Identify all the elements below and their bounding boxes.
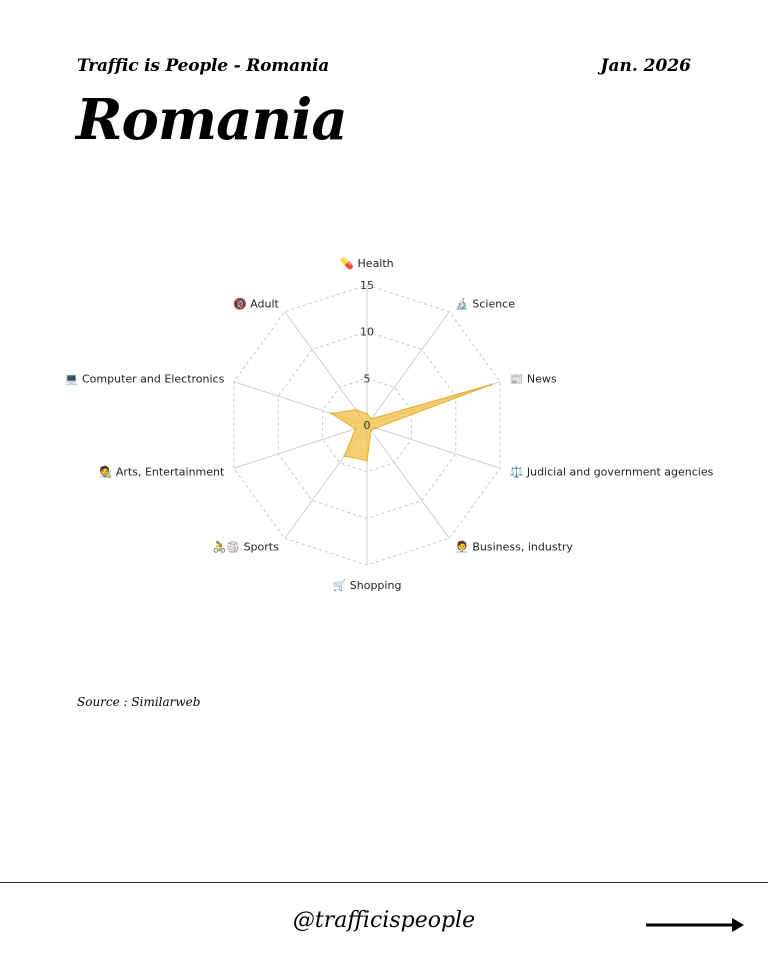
axis-label-text: Business, industry xyxy=(472,540,573,554)
axis-label xyxy=(510,373,557,386)
grid-spoke xyxy=(367,425,500,468)
tick-label: 0 xyxy=(363,419,371,432)
axis-label-text: Health xyxy=(357,257,394,270)
axis-label-text: Computer and Electronics xyxy=(82,372,225,386)
axis-label xyxy=(213,540,279,553)
tick-label: 5 xyxy=(363,372,371,386)
data-point xyxy=(343,455,345,457)
series-area xyxy=(331,385,491,461)
axis-label xyxy=(510,465,714,478)
pill-icon: 💊 xyxy=(340,257,358,270)
axis-label xyxy=(99,464,225,478)
data-point xyxy=(330,412,332,414)
axis-label xyxy=(455,539,573,553)
data-point xyxy=(490,383,492,385)
data-point xyxy=(366,413,368,415)
newspaper-icon: 📰 xyxy=(509,372,527,386)
data-point xyxy=(370,418,372,420)
grid-spoke xyxy=(367,425,449,538)
shopping-cart-icon: 🛒 xyxy=(332,579,350,592)
adult-18-icon: 🔞 xyxy=(232,297,251,311)
data-point xyxy=(355,409,357,411)
artist-icon: 🧑‍🎨 xyxy=(98,465,116,479)
axis-label xyxy=(233,298,280,311)
axis-label xyxy=(340,256,393,270)
data-point xyxy=(375,427,377,429)
source-note: Source : Similarweb xyxy=(77,695,201,709)
page-title: Romania xyxy=(76,87,347,153)
footer-divider xyxy=(0,882,768,883)
arrow-right-icon[interactable] xyxy=(646,914,746,936)
axis-label-text: Arts, Entertainment xyxy=(115,465,225,479)
axis-label xyxy=(65,373,225,386)
laptop-icon: 💻 xyxy=(64,372,83,386)
grid-spoke xyxy=(234,425,367,468)
radar-axis-labels xyxy=(65,256,714,592)
microscope-icon: 🔬 xyxy=(455,297,473,311)
data-point xyxy=(366,459,368,461)
axis-label xyxy=(455,297,515,311)
header-date: Jan. 2026 xyxy=(600,56,691,76)
data-point xyxy=(354,428,356,430)
header-series-title: Traffic is People - Romania xyxy=(77,56,330,76)
social-handle: @trafficispeople xyxy=(292,908,476,933)
axis-label-text: News xyxy=(526,372,557,386)
tick-label: 10 xyxy=(360,325,374,339)
axis-label-text: Shopping xyxy=(349,579,402,592)
businessperson-icon: 🧑‍💼 xyxy=(455,540,473,554)
scales-icon: ⚖️ xyxy=(509,465,527,479)
axis-label-text: Judicial and government agencies xyxy=(526,465,714,479)
tick-label: 15 xyxy=(360,279,374,292)
axis-label-text: Science xyxy=(472,297,516,311)
radar-series xyxy=(330,383,492,461)
axis-label-text: Sports xyxy=(243,540,279,554)
axis-label-text: Adult xyxy=(250,297,279,311)
sports-icon: 🚴🏐 xyxy=(212,540,244,554)
grid-spoke xyxy=(285,312,367,425)
axis-label xyxy=(333,579,402,592)
